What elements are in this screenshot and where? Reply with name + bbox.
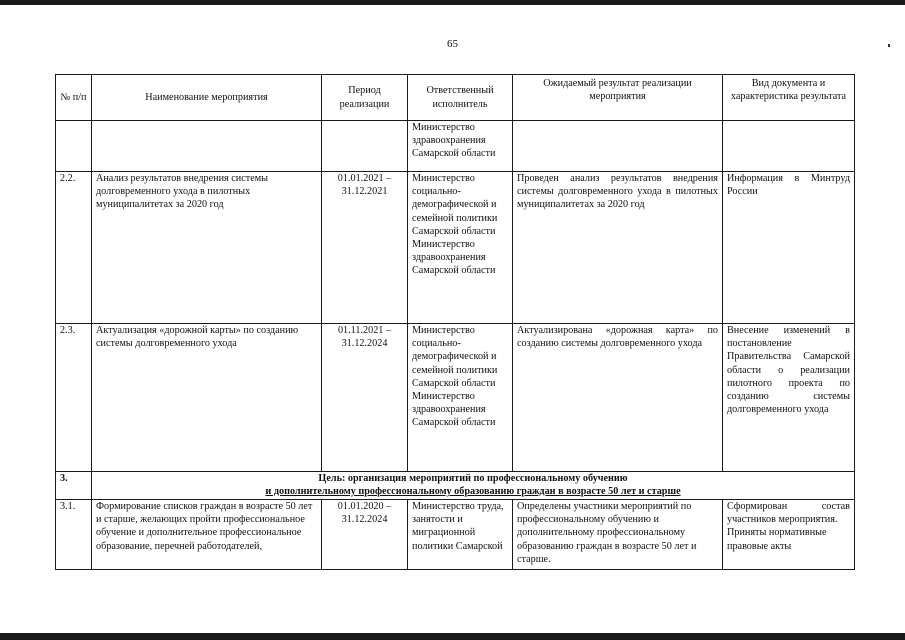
cell-activity-name: Актуализация «дорожной карты» по созданию системы долговременного ухода: [92, 324, 322, 472]
goal-line-2: и дополнительному профессиональному образованию граждан в возрасте 50 лет и старше: [265, 486, 681, 498]
cell-executor: Министерство здравоохранения Самарской области: [408, 121, 513, 172]
table-row: [56, 324, 855, 472]
goal-title: [92, 472, 855, 500]
goal-number: 3.: [56, 472, 92, 500]
header-number: № п/п: [56, 75, 92, 121]
cell-expected-result: Проведен анализ результатов внедрения системы долговременного ухода в пилотных муниципалитетах за 2020 год: [513, 172, 723, 324]
executor-primary: Министерство социально-демографической и семейной политики Самарской области: [412, 325, 498, 389]
scan-bottom-edge: [0, 633, 905, 640]
header-expected-result: Ожидаемый результат реализации мероприятия: [513, 75, 723, 121]
cell-empty: [513, 121, 723, 172]
scan-top-edge: [0, 0, 905, 5]
cell-empty: [56, 121, 92, 172]
cell-empty: [92, 121, 322, 172]
table-row: [56, 172, 855, 324]
cell-activity-name: Формирование списков граждан в возрасте 50 лет и старше, желающих пройти профессиональное обучение и дополнительное профессиональное образование, перечней работодателей,: [92, 500, 322, 570]
cell-number: 2.3.: [56, 324, 92, 472]
header-period: Период реализации: [322, 75, 408, 121]
cell-expected-result: Определены участники мероприятий по профессиональному обучению и дополнительному профессиональному образованию граждан в возрасте 50 лет и старше.: [513, 500, 723, 570]
page-number: 65: [447, 38, 458, 50]
cell-expected-result: Актуализирована «дорожная карта» по созданию системы долговременного ухода: [513, 324, 723, 472]
cell-activity-name: Анализ результатов внедрения системы долговременного ухода в пилотных муниципалитетах за 2020 год: [92, 172, 322, 324]
cell-empty: [723, 121, 855, 172]
cell-executor: Министерство труда, занятости и миграционной политики Самарской: [408, 500, 513, 570]
cell-executor: [408, 324, 513, 472]
header-document-type: Вид документа и характеристика результата: [723, 75, 855, 121]
header-executor: Ответственный исполнитель: [408, 75, 513, 121]
cell-document-type: [723, 500, 855, 570]
scan-speck: [888, 44, 890, 47]
header-activity-name: Наименование мероприятия: [92, 75, 322, 121]
cell-document-type: Информация в Минтруд России: [723, 172, 855, 324]
executor-secondary: Министерство здравоохранения Самарской области: [412, 391, 496, 429]
executor-primary: Министерство социально-демографической и семейной политики Самарской области: [412, 173, 498, 237]
table-header-row: [56, 75, 855, 121]
table-row: [56, 121, 855, 172]
goal-row: [56, 472, 855, 500]
table-row: [56, 500, 855, 570]
cell-period: 01.01.2021 – 31.12.2021: [322, 172, 408, 324]
cell-number: 2.2.: [56, 172, 92, 324]
executor-secondary: Министерство здравоохранения Самарской области: [412, 239, 496, 277]
cell-empty: [322, 121, 408, 172]
document-line-1: Сформирован состав участников мероприятия.: [727, 501, 850, 526]
cell-document-type: Внесение изменений в постановление Правительства Самарской области о реализации пилотного проекта по созданию системы долговременного ухода: [723, 324, 855, 472]
cell-number: 3.1.: [56, 500, 92, 570]
goal-line-1: Цель: организация мероприятий по профессиональному обучению: [318, 473, 628, 484]
cell-period: 01.01.2020 – 31.12.2024: [322, 500, 408, 570]
activities-table: [55, 74, 855, 570]
document-line-2: Приняты нормативные правовые акты: [727, 527, 827, 552]
cell-executor: [408, 172, 513, 324]
cell-period: 01.11.2021 – 31.12.2024: [322, 324, 408, 472]
